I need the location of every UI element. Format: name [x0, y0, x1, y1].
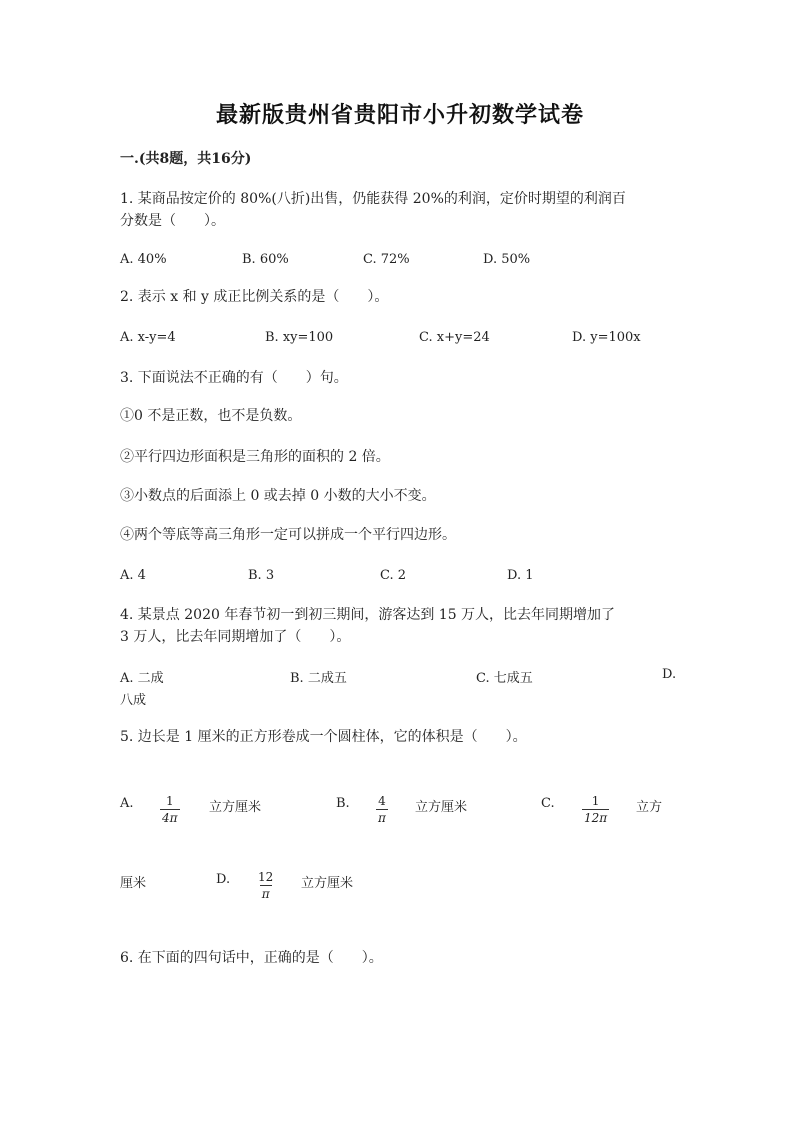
question-5-option-a-unit: 立方厘米 [209, 800, 262, 815]
page-title: 最新版贵州省贵阳市小升初数学试卷 [215, 102, 584, 128]
question-5-option-b-label: B. [336, 796, 350, 811]
fraction-denominator: π [261, 887, 270, 901]
question-5-option-b-fraction [376, 790, 388, 825]
question-4-option-b: B. 二成五 [290, 671, 347, 686]
question-2-option-b: B. xy=100 [265, 330, 334, 345]
question-1-option-c: C. 72% [363, 252, 410, 267]
fraction-numerator: 1 [165, 794, 174, 808]
question-4-option-d: D. [662, 667, 677, 682]
question-5-option-d-unit: 立方厘米 [301, 876, 354, 891]
question-1-line-2: 分数是（ ）。 [120, 213, 225, 229]
question-4-line-2: 3 万人，比去年同期增加了（ ）。 [120, 629, 351, 645]
question-3-line-1: 3. 下面说法不正确的有（ ）句。 [120, 370, 348, 386]
question-3-statement-2: ②平行四边形面积是三角形的面积的 2 倍。 [120, 449, 390, 465]
question-1-option-b: B. 60% [242, 252, 289, 267]
question-5-option-a-fraction [160, 790, 180, 825]
question-3-statement-3: ③小数点的后面添上 0 或去掉 0 小数的大小不变。 [120, 488, 436, 504]
question-3-statement-1: ①0 不是正数，也不是负数。 [120, 408, 302, 424]
fraction-numerator: 1 [591, 794, 600, 808]
question-5-option-c-unit: 立方 [636, 800, 663, 815]
question-5-option-a-label: A. [120, 796, 134, 811]
fraction-numerator: 12 [258, 870, 274, 884]
question-1-line-1: 1. 某商品按定价的 80%(八折)出售，仍能获得 20%的利润，定价时期望的利润百 [120, 191, 626, 207]
question-2-option-c: C. x+y=24 [419, 330, 490, 345]
question-3-statement-4: ④两个等底等高三角形一定可以拼成一个平行四边形。 [120, 527, 456, 543]
question-1-option-a: A. 40% [120, 252, 167, 267]
fraction-denominator: π [378, 811, 386, 825]
fraction-numerator: 4 [378, 794, 386, 808]
question-4-option-a: A. 二成 [120, 671, 164, 686]
question-4-option-c: C. 七成五 [476, 671, 533, 686]
question-4-line-1: 4. 某景点 2020 年春节初一到初三期间，游客达到 15 万人，比去年同期增加了 [120, 607, 616, 623]
fraction-denominator: 12π [584, 811, 608, 825]
question-5-line-1: 5. 边长是 1 厘米的正方形卷成一个圆柱体，它的体积是（ ）。 [120, 729, 527, 745]
question-2-option-d: D. y=100x [572, 330, 641, 345]
question-5-option-b-unit: 立方厘米 [415, 800, 468, 815]
fraction-denominator: 4π [162, 811, 178, 825]
question-6-line-1: 6. 在下面的四句话中，正确的是（ ）。 [120, 950, 383, 966]
question-5-option-d-label: D. [216, 872, 231, 887]
question-4-option-d-continued: 八成 [120, 693, 147, 708]
question-2-option-a: A. x-y=4 [120, 330, 176, 345]
section-heading: 一.(共8题，共16分) [120, 151, 252, 167]
question-5-option-c-continued: 厘米 [120, 876, 147, 891]
question-2-line-1: 2. 表示 x 和 y 成正比例关系的是（ ）。 [120, 289, 389, 305]
question-5-option-c-label: C. [541, 796, 555, 811]
question-3-option-c: C. 2 [380, 568, 407, 583]
question-3-option-d: D. 1 [507, 568, 534, 583]
question-5-option-d-fraction [256, 866, 275, 901]
question-3-option-a: A. 4 [120, 568, 146, 583]
question-5-option-c-fraction [582, 790, 609, 825]
question-1-option-d: D. 50% [483, 252, 531, 267]
question-3-option-b: B. 3 [248, 568, 275, 583]
